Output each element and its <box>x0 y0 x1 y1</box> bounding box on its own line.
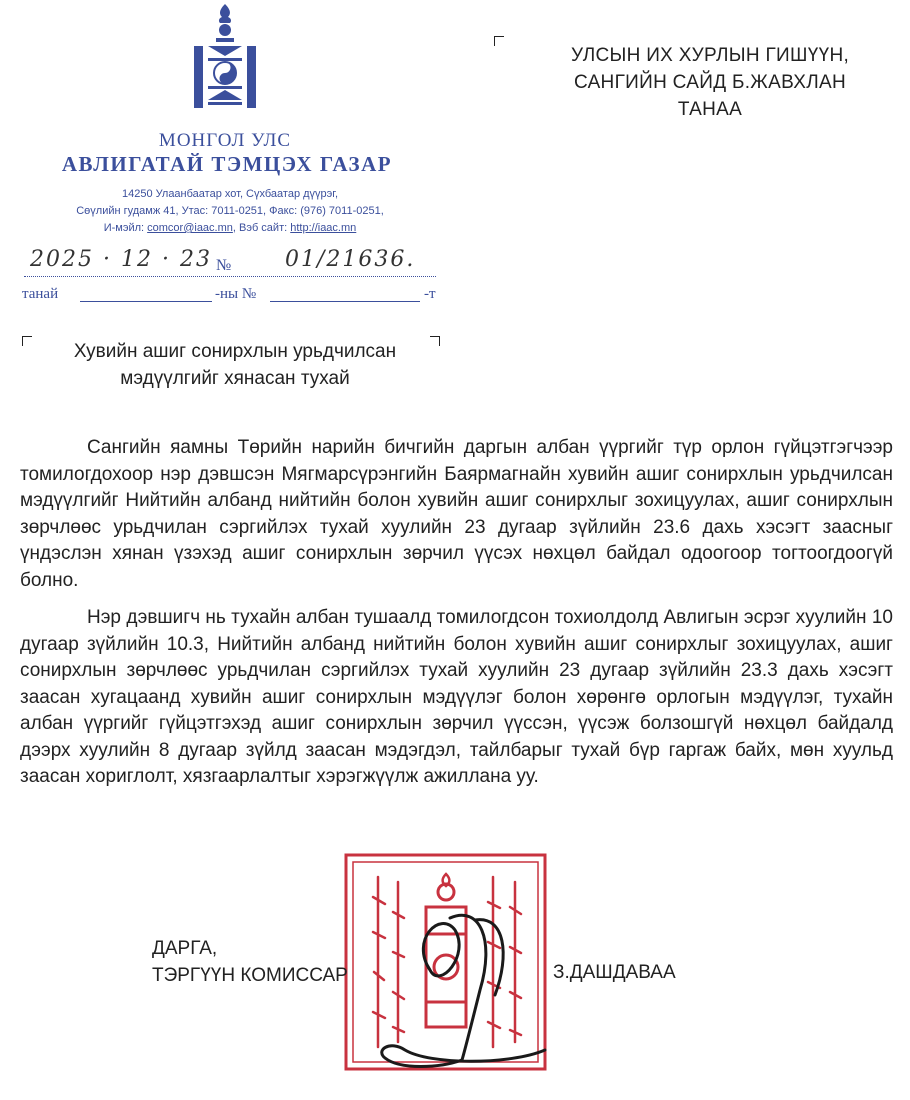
recipient-line-2: САНГИЙН САЙД Б.ЖАВХЛАН <box>573 72 846 93</box>
your-ref-blank <box>80 301 212 302</box>
ref-t-label: -т <box>424 286 436 302</box>
date-number-underline <box>24 276 436 277</box>
signatory-title-2: ТЭРГҮҮН КОМИССАР <box>152 965 348 986</box>
signatory-name: З.ДАШДАВАА <box>553 962 676 983</box>
address-line-1: 14250 Улаанбаатар хот, Сүхбаатар дүүрэг, <box>122 188 338 200</box>
contact-line <box>10 222 450 234</box>
body-paragraph-2: Нэр дэвшигч нь тухайн албан тушаалд томилогдсон тохиолдолд Авлигын эсрэг хуулийн 10 дугаар зүйлийн 10.3, Нийтийн албанд нийтийн болон хувийн ашиг сонирхлыг зохицуулах, ашиг сонирхлын зөрчлөөс урьдчилан сэргийлэх тухай хуулийн 23 дугаар зүйлийн 23.3 дахь хэсэгт заасан хугацаанд хувийн ашиг сонирхлын мэдүүлэг болон хөрөнгө орлогын мэдүүлэг, тухайн албан үүргийг гүйцэтгэхэд ашиг сонирхлын зөрчил үүссэн, үүсэж болзошгүй нөхцөл байдалд дээрх хуулийн 8 дугаар зүйлд заасан мэдэгдэл, тайлбарыг тухай бүр гаргаж байх, мөн хуульд заасан хориглолт, хязгаарлалтыг хэрэгжүүлж ажиллана уу. <box>20 607 893 787</box>
ref-of-label: -ны № <box>215 286 257 302</box>
handwritten-number: 01/21636. <box>285 247 416 272</box>
agency-name: АВЛИГАТАЙ ТЭМЦЭХ ГАЗАР <box>61 152 393 176</box>
recipient-block <box>490 42 910 123</box>
number-label: № <box>216 257 232 274</box>
ref-number-blank <box>270 301 420 302</box>
country-name: МОНГОЛ УЛС <box>158 130 292 151</box>
subject-block <box>30 338 440 392</box>
website-link[interactable]: http://iaac.mn <box>290 222 357 234</box>
subject-line-2: мэдүүлгийг хянасан тухай <box>120 368 350 389</box>
handwritten-date: 2025 · 12 · 23 <box>30 247 212 272</box>
soyombo-emblem <box>186 2 264 114</box>
signatory-title-1: ДАРГА, <box>152 938 218 959</box>
your-ref-label: танай <box>22 286 59 302</box>
handwritten-signature <box>370 900 560 1080</box>
recipient-line-3: ТАНАА <box>677 99 743 120</box>
address-line-2: Сөүлийн гудамж 41, Утас: 7011-0251, Факс: (976) 7011-0251, <box>76 205 384 217</box>
recipient-line-1: УЛСЫН ИХ ХУРЛЫН ГИШҮҮН, <box>570 45 850 66</box>
email-label: И-мэйл: <box>103 222 148 234</box>
signatory-position <box>152 935 348 989</box>
body-paragraph-1: Сангийн яамны Төрийн нарийн бичгийн даргын албан үүргийг түр орлон гүйцэтгэгчээр томилогдохоор нэр дэвшсэн Мягмарсүрэнгийн Баярмагнайн хувийн ашиг сонирхлын урьдчилсан мэдүүлгийг Нийтийн албанд нийтийн болон хувийн ашиг сонирхлыг зохицуулах, ашиг сонирхлын зөрчлөөс урьдчилан сэргийлэх тухай хуулийн 23 дугаар зүйлийн 23.6 дахь хэсэгт заасныг үндэслэн хянан үзэхэд ашиг сонирхлын зөрчил үүсэх нөхцөл байдал одоогоор тогтоогдоогүй болно. <box>20 437 893 591</box>
website-label: , Вэб сайт: <box>232 222 291 234</box>
subject-line-1: Хувийн ашиг сонирхлын урьдчилсан <box>73 341 397 362</box>
email-link[interactable]: comcor@iaac.mn <box>147 222 233 234</box>
